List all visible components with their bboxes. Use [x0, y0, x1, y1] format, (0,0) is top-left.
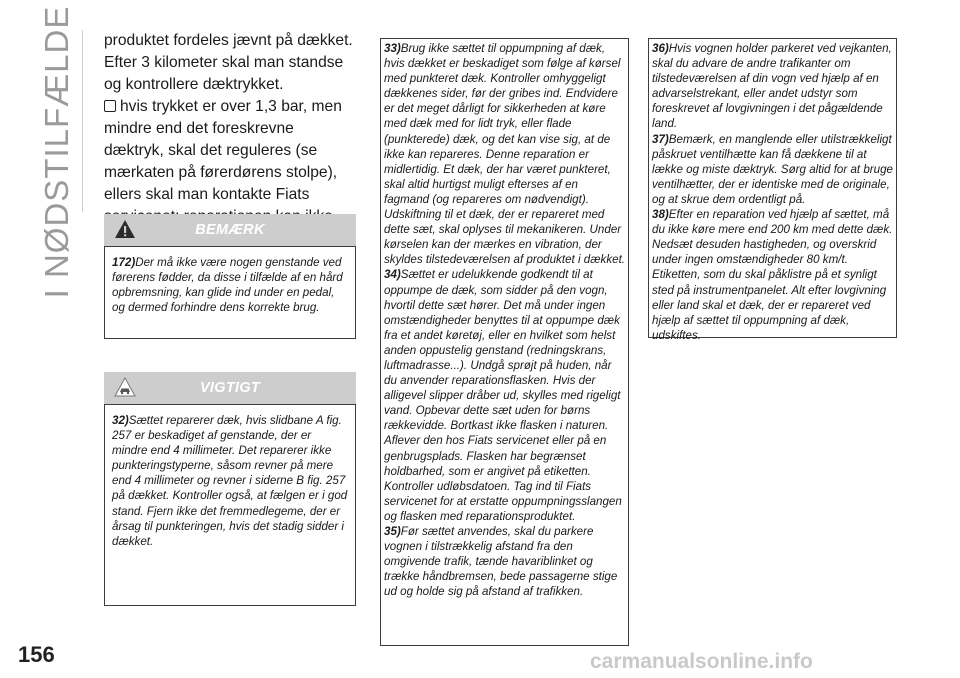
note-number: 37) [652, 132, 669, 146]
vigtigt-header [104, 372, 356, 404]
watermark: carmanualsonline.info [590, 650, 813, 673]
note-text: Brug ikke sættet til oppumpning af dæk, hvis dækket er beskadiget som følge af kørsel med punkteret dæk. Kontroller omhyggeligt dækkenes sider, før der gribes ind. Endvidere er det meget dårligt for sikkerheden at køre med dæk med for lidt tryk, eller flade (punkterede) dæk, og det kan vise sig, at de ikke kan repareres. Denne reparation er midlertidig. Et dæk, der har været punkteret, skal altid hurtigst muligt efterses af en fagmand (og repareres om nødvendigt). Udskiftning til et dæk, der er repareret med dette sæt, skal oplyses til mekanikeren. Under kørselen kan der mærkes en vibration, der skyldes tilstedeværelsen af produktet i dækket. [384, 42, 626, 267]
note-text: Bemærk, en manglende eller utilstrækkeligt påskruet ventilhætte kan få dækkene til at lække og miste dæktryk. Sørg altid for at bruge ventilhætter, der er identiske med de originale, og at skrue dem ordentligt på. [652, 132, 893, 206]
vigtigt-notice [104, 372, 356, 606]
note-number: 34) [384, 268, 401, 282]
pressure-paragraph-text: hvis trykket er over 1,3 bar, men mindre end det foreskrevne dæktryk, skal det reguleres (se mærkaten på førerdørens stolpe), ellers skal man kontakte Fiats [104, 98, 342, 203]
note-text: Efter en reparation ved hjælp af sættet, må du ikke køre mere end 200 km med dette dæk. Nedsæt desuden hastigheden, og overskrid under ingen omstændigheder 80 km/t. Etiketten, som du skal påklistre på et synligt sted på instrumentpanelet. Alt efter lovgivning eller land skal et dæk, der er repareret ved hjælp af sættet til oppumpning af dæk, udskiftes. [652, 208, 893, 342]
note-number: 38) [652, 208, 669, 222]
note-item [652, 41, 894, 132]
section-title-text: I NØDSTILFÆLDE [38, 5, 75, 299]
note-text: Der må ikke være nogen genstande ved førerens fødder, da disse i tilfælde af en hård opbremsning, kan glide ind under en pedal, og dermed forhindre dens korrekte brug. [112, 256, 343, 315]
note-item [384, 524, 626, 599]
note-number: 32) [112, 414, 129, 427]
note-item [652, 132, 894, 207]
note-number: 36) [652, 42, 669, 55]
note-item [384, 41, 626, 267]
note-number: 172) [112, 256, 136, 269]
note-number: 33) [384, 42, 401, 55]
note-item [384, 267, 626, 524]
vigtigt-body [104, 404, 356, 606]
sidebar-divider [82, 30, 83, 212]
page-number: 156 [18, 642, 55, 667]
note-text: Sættet reparerer dæk, hvis slidbane A fig. 257 er beskadiget af genstande, der er mindre end 4 millimeter. Det reparerer ikke punkteringstyperne, såsom revner på mere end 4 millimeter og revner i siderne B fig. 257 på dækket. Kontroller også, at fælgen er i god stand. Fjern ikke det fremmedlegeme, der er årsag til punkteringen, hvis det stadig sidder i dækket. [112, 414, 348, 548]
notes-column-2 [380, 38, 629, 646]
notes-column-3 [648, 38, 897, 342]
note-text: Hvis vognen holder parkeret ved vejkanten, skal du advare de andre trafikanter om tilstedeværelsen af din vogn ved hjælp af en advarselstrekant, eller andet udstyr som foreskrevet af lovgivningen i det pågældende land. [652, 42, 892, 131]
bemaerk-notice [104, 214, 356, 339]
note-item [112, 413, 349, 549]
tire-pressure-icon [104, 100, 116, 112]
vigtigt-title: VIGTIGT [199, 380, 261, 396]
note-text: Før sættet anvendes, skal du parkere vognen i tilstrækkelig afstand fra den omgivende trafik, tænde havariblinket og trække håndbremsen, bede passagerne stige ud og holde sig på afstand af trafikken. [384, 525, 618, 599]
bemaerk-body [104, 246, 356, 339]
note-item [112, 255, 349, 315]
section-title [34, 5, 80, 299]
note-number: 35) [384, 525, 401, 538]
note-text: Sættet er udelukkende godkendt til at oppumpe de dæk, som sidder på den vogn, hvortil dette sæt hører. Det må under ingen omstændigheder benyttes til at oppumpe dæk fra et andet køretøj, eller en hvilket som helst anden oppustelig genstand (redningskrans, luftmadrasse...). Undgå sprøjt på huden, når du anvender reparationsflasken. Hvis der alligevel slipper dråber ud, skylles med rigeligt vand. Opbevar dette sæt uden for børns rækkevidde. Bortkast ikke flasken i naturen. Aflever den hos Fiats servicenet eller på en genbrugsplads. Flasken har begrænset holdbarhed, som er angivet på etiketten. Kontroller udløbsdatoen. Tag ind til Fiats servicenet for at erstatte oppumpningsslangen og flasken med reparationsproduktet. [384, 268, 622, 523]
bemaerk-header [104, 214, 356, 246]
intro-paragraph: produktet fordeles jævnt på dækket. Efter 3 kilometer skal man standse og kontrollere dæktrykket. [104, 32, 353, 93]
bemaerk-title: BEMÆRK [195, 222, 265, 238]
note-item [652, 207, 894, 343]
